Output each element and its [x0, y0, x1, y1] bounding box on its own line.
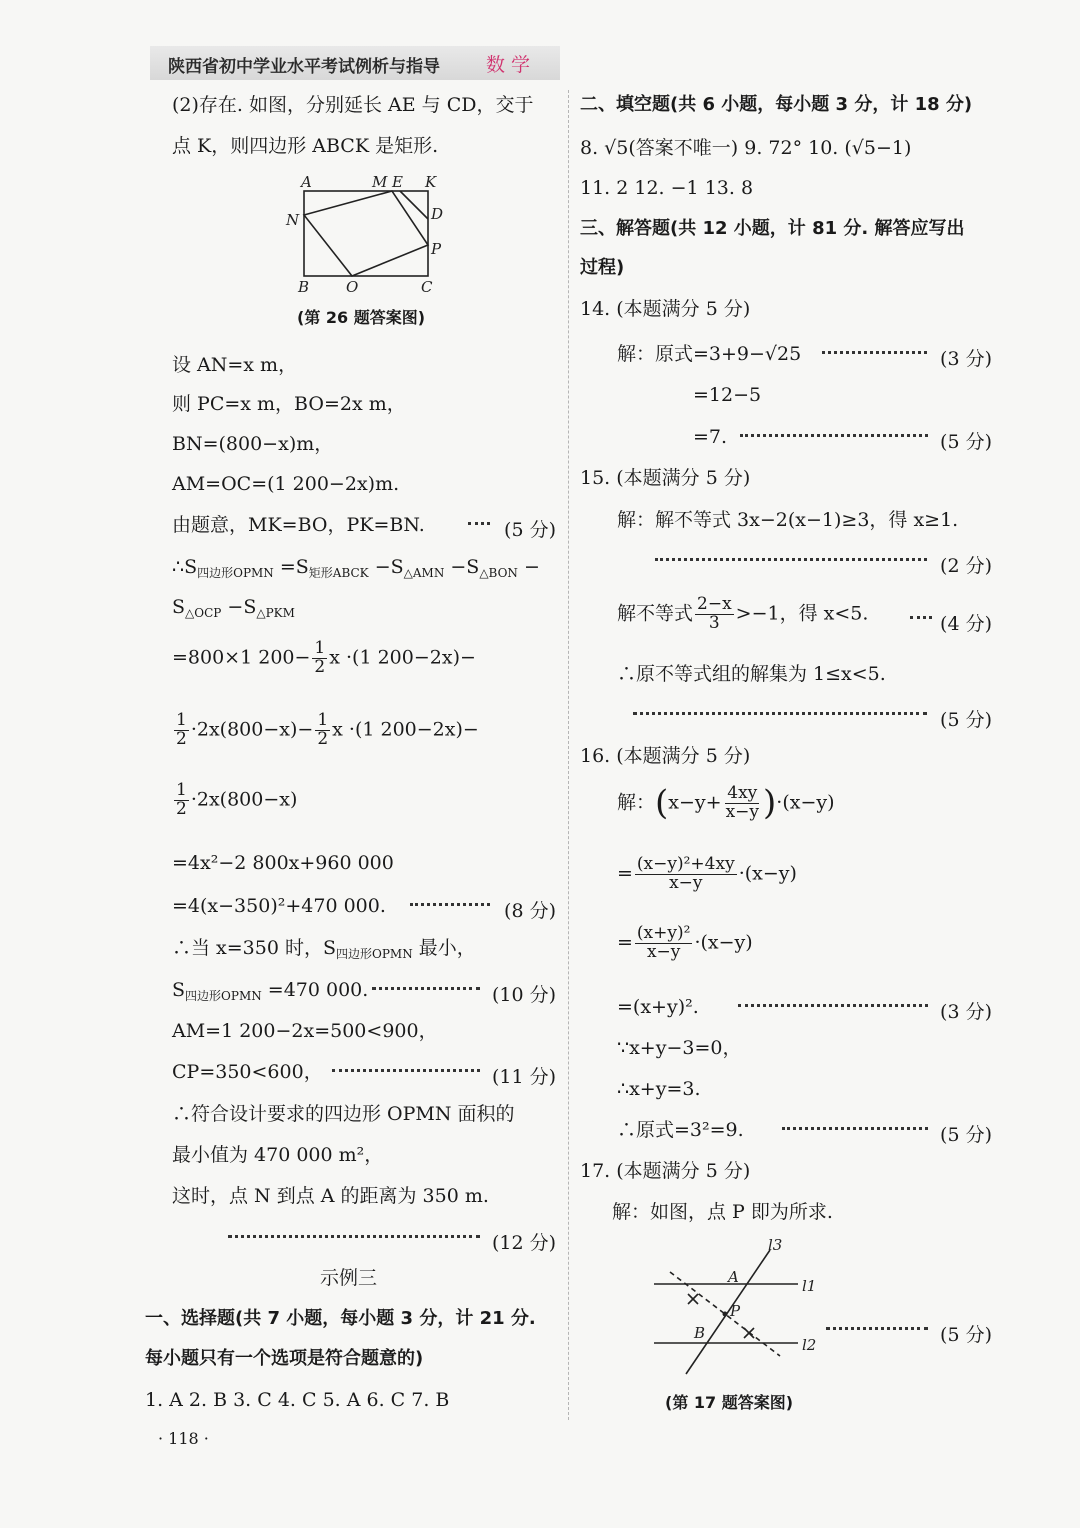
figure-26 — [282, 172, 452, 297]
solution-line: 解：如图，点 P 即为所求. — [612, 1201, 833, 1223]
dot-leader — [410, 903, 490, 906]
question-heading: 16. (本题满分 5 分) — [580, 745, 751, 767]
point-p — [723, 1312, 728, 1317]
book-title: 陕西省初中学业水平考试例析与指导 — [168, 57, 440, 77]
dot-leader — [228, 1235, 480, 1238]
line-label: l3 — [768, 1236, 783, 1254]
dot-leader — [468, 522, 490, 525]
solution-line: ∴x+y=3. — [617, 1078, 701, 1100]
equation-line: =4x²−2 800x+960 000 — [172, 852, 394, 874]
point-label: A — [301, 173, 312, 191]
fraction: $\frac{2-x}{3}$ — [697, 594, 732, 633]
page-header — [150, 46, 560, 80]
fraction: $\frac{1}{2}$ — [314, 638, 326, 677]
fraction: $\frac{4xy}{x-y}$ — [725, 783, 760, 823]
fraction: $\frac{1}{2}$ — [317, 710, 329, 749]
dot-leader — [826, 1327, 928, 1330]
score-mark: (8 分) — [504, 900, 556, 922]
line-label: l1 — [802, 1277, 817, 1295]
section-heading: 一、选择题(共 7 小题，每小题 3 分，计 21 分. — [145, 1308, 536, 1329]
example-heading: 示例三 — [320, 1267, 378, 1289]
figure-caption: (第 26 题答案图) — [297, 308, 426, 327]
question-heading: 17. (本题满分 5 分) — [580, 1160, 751, 1182]
fill-answers: 11. 2 12. −1 13. 8 — [580, 177, 754, 199]
point-label: N — [286, 211, 300, 229]
solution-line: =7. — [693, 426, 728, 448]
rectangle-abck — [304, 191, 428, 276]
score-mark: (10 分) — [491, 984, 556, 1006]
quadrilateral-opmn — [304, 191, 428, 276]
score-mark: (5 分) — [940, 709, 992, 731]
area-expression: $\therefore S_{四边形OPMN} =S_{矩形ABCK} -S_{\triangle AMN} -S_{\triangle BON}$ − — [172, 556, 540, 580]
solution-line: ∵x+y−3=0， — [617, 1037, 742, 1059]
solution-line: BN=(800−x)m， — [172, 433, 334, 455]
column-divider — [568, 90, 569, 1420]
dot-leader — [332, 1069, 480, 1072]
solution-line: 这时，点 N 到点 A 的距离为 350 m. — [172, 1185, 489, 1207]
point-label: D — [431, 205, 444, 223]
segment-ed — [400, 191, 428, 219]
point-label: C — [421, 278, 433, 296]
section-heading: 过程) — [580, 257, 625, 278]
dot-leader — [822, 351, 927, 354]
section-heading: 每小题只有一个选项是符合题意的) — [145, 1348, 424, 1369]
subject-label: 数 学 — [486, 54, 531, 76]
fraction: $\frac{1}{2}$ — [176, 780, 187, 819]
question-heading: 15. (本题满分 5 分) — [580, 467, 751, 489]
solution-line: CP=350<600， — [172, 1061, 323, 1083]
solution-line: $S_{四边形OPMN} =470$ 000. — [172, 979, 369, 1003]
solution-line: 则 PC=x m，BO=2x m， — [172, 393, 406, 415]
solution-line: ∴原式=3²=9. — [617, 1119, 744, 1141]
solution-line: 解：(x−y+ $\frac{4xy}{x-y}$ )·(x−y) — [617, 783, 835, 823]
solution-line: ∴原不等式组的解集为 1≤x<5. — [617, 663, 886, 685]
score-mark: (5 分) — [940, 1324, 992, 1346]
point-label: E — [392, 173, 403, 191]
dot-leader — [655, 558, 927, 561]
point-label: P — [730, 1302, 741, 1320]
score-mark: (3 分) — [940, 1001, 992, 1023]
solution-line: 解不等式 $\frac{2-x}{3}$ >−1，得 x<5. — [617, 594, 869, 633]
dot-leader — [372, 987, 480, 990]
score-mark: (2 分) — [940, 555, 992, 577]
solution-line: 由题意，MK=BO，PK=BN. — [172, 514, 425, 536]
solution-line: = $\frac{\text{(x+y)²}}{x-y}$ ·(x−y) — [617, 923, 753, 962]
equation-line: $\frac{1}{2}$ ·2x(800−x)− $\frac{1}{2}$ x ·(1 200−2x)− — [176, 710, 479, 749]
dot-leader — [633, 712, 927, 715]
dot-leader — [738, 1004, 928, 1007]
solution-line: 最小值为 470 000 m²， — [172, 1144, 384, 1166]
solution-line: 解：原式=3+9−√25 — [617, 343, 802, 365]
point-label: P — [431, 240, 442, 258]
solution-line: AM=1 200−2x=500<900， — [172, 1020, 438, 1042]
solution-line: 点 K，则四边形 ABCK 是矩形. — [172, 135, 439, 157]
solution-line: 解：解不等式 3x−2(x−1)≥3，得 x≥1. — [617, 509, 959, 531]
dot-leader — [782, 1127, 928, 1130]
section-heading: 二、填空题(共 6 小题，每小题 3 分，计 18 分) — [580, 94, 973, 115]
solution-line: =12−5 — [693, 384, 762, 406]
equation-line: =800×1 200− $\frac{1}{2}$ x ·(1 200−2x)− — [172, 638, 476, 677]
point-label: B — [694, 1324, 706, 1342]
solution-line: 设 AN=x m， — [172, 354, 298, 376]
solution-line: =(x+y)². — [617, 996, 699, 1018]
equation-line: =4(x−350)²+470 000. — [172, 895, 386, 917]
figure-caption: (第 17 题答案图) — [665, 1393, 794, 1412]
figure-17 — [648, 1236, 828, 1376]
point-label: M — [372, 173, 388, 191]
solution-line: = $\frac{\text{(x−y)²+4xy}}{x-y}$ ·(x−y) — [617, 854, 797, 893]
area-expression-cont: $S_{\triangle OCP} -S_{\triangle PKM}$ — [172, 596, 295, 620]
fraction: $\frac{\text{(x−y)²+4xy}}{x-y}$ — [636, 854, 735, 893]
solution-line: ∴符合设计要求的四边形 OPMN 面积的 — [172, 1103, 515, 1125]
point-label: B — [298, 278, 310, 296]
page-number: · 118 · — [158, 1429, 209, 1448]
point-label: K — [425, 173, 437, 191]
score-mark: (5 分) — [504, 519, 556, 541]
solution-line: AM=OC=(1 200−2x)m. — [172, 473, 400, 495]
score-mark: (4 分) — [940, 613, 992, 635]
score-mark: (5 分) — [940, 1124, 992, 1146]
question-heading: 14. (本题满分 5 分) — [580, 298, 751, 320]
dot-leader — [740, 434, 928, 437]
choice-answers: 1. A 2. B 3. C 4. C 5. A 6. C 7. B — [145, 1389, 450, 1411]
score-mark: (5 分) — [940, 431, 992, 453]
score-mark: (12 分) — [491, 1232, 556, 1254]
fraction: $\frac{\text{(x+y)²}}{x-y}$ — [636, 923, 691, 962]
solution-line: (2)存在. 如图，分别延长 AE 与 CD，交于 — [172, 94, 534, 116]
point-label: A — [728, 1268, 739, 1286]
section-heading: 三、解答题(共 12 小题，计 81 分. 解答应写出 — [580, 218, 965, 239]
equation-line: $\frac{1}{2}$ ·2x(800−x) — [176, 780, 298, 819]
fill-answers: 8. √5(答案不唯一) 9. 72° 10. (√5−1) — [580, 137, 912, 159]
solution-line: ∴当 x=350 时，$S_{四边形OPMN}$ 最小， — [172, 937, 476, 961]
dot-leader — [910, 616, 932, 619]
score-mark: (3 分) — [940, 348, 992, 370]
fraction: $\frac{1}{2}$ — [176, 710, 187, 749]
point-label: O — [346, 278, 359, 296]
score-mark: (11 分) — [491, 1066, 556, 1088]
line-label: l2 — [802, 1336, 817, 1354]
